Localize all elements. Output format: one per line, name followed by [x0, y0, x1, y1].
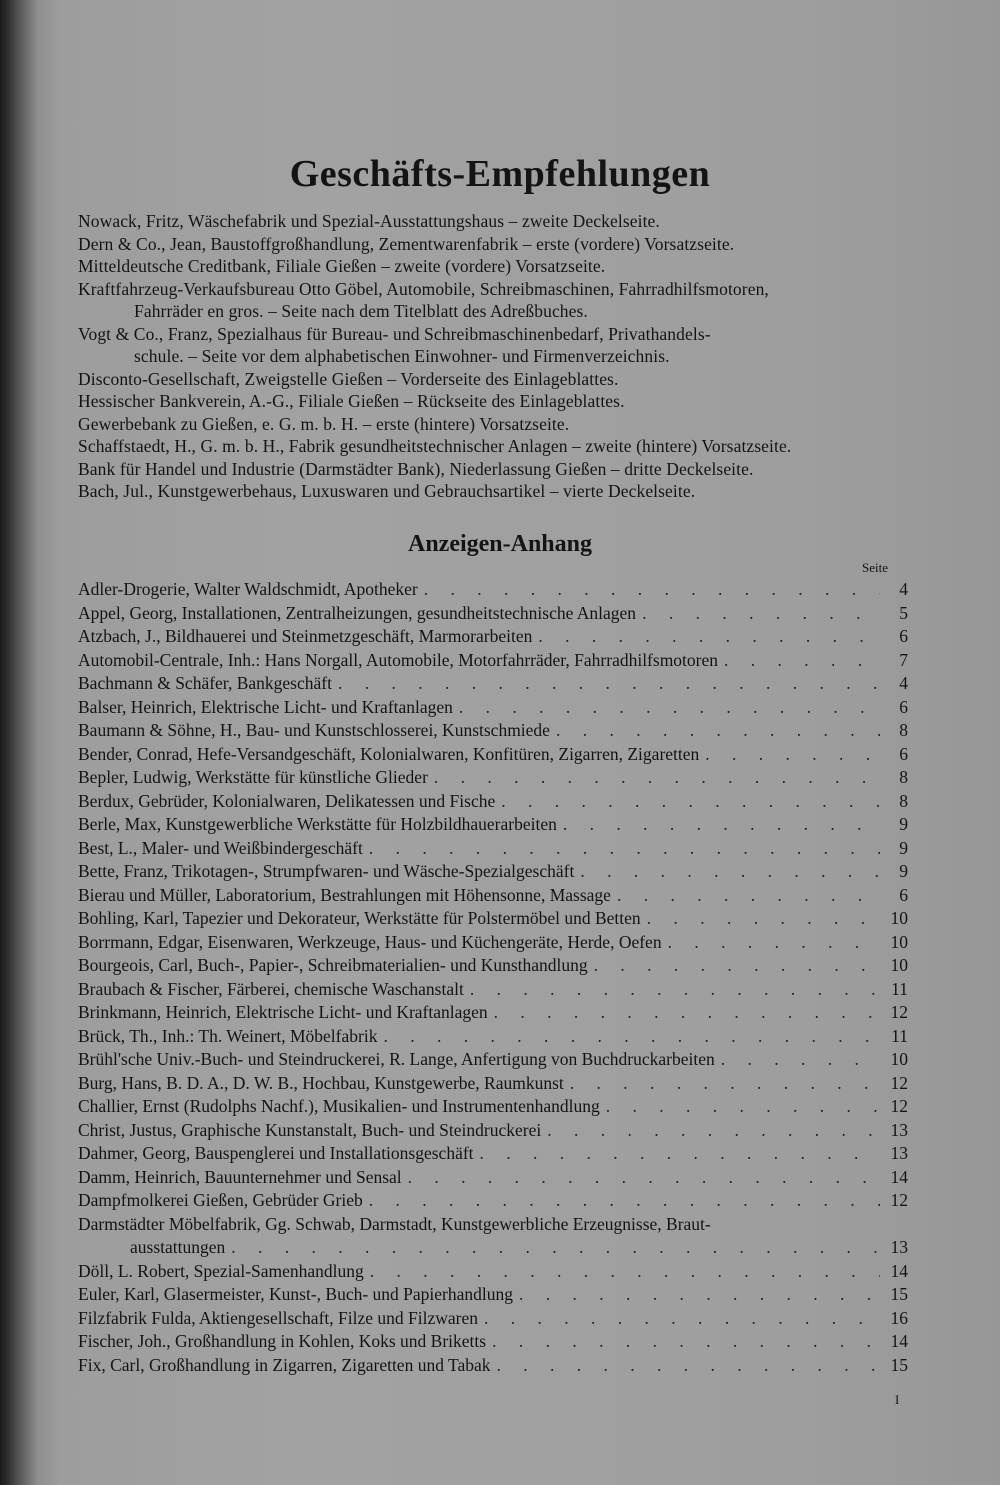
- entry-page-number: 8: [899, 767, 908, 787]
- entry-page-number: 12: [890, 1190, 908, 1210]
- entry-page-number: 13: [890, 1119, 908, 1140]
- entry-name: Berle, Max, Kunstgewerbliche Werkstätte für Holzbildhauerarbeiten: [78, 814, 557, 834]
- dot-leader: [470, 978, 880, 1002]
- dot-leader: [538, 625, 880, 649]
- index-entry: [78, 837, 908, 861]
- index-entry: [78, 1072, 908, 1096]
- entry-name: Brinkmann, Heinrich, Elektrische Licht- und Kraftanlagen: [78, 1002, 488, 1022]
- entry-page-number: 9: [899, 814, 908, 834]
- business-recommendations: [78, 210, 918, 503]
- entry-page-number: 6: [899, 626, 908, 646]
- entry-name: ausstattungen: [130, 1237, 226, 1257]
- index-entry: [78, 931, 908, 955]
- entry-page-number: 4: [899, 579, 908, 599]
- entry-page-number: 4: [899, 673, 908, 693]
- dot-leader: [424, 578, 880, 602]
- entry-name: Dampfmolkerei Gießen, Gebrüder Grieb: [78, 1190, 363, 1210]
- dot-leader: [570, 1072, 880, 1096]
- entry-name: Bepler, Ludwig, Werkstätte für künstliche Glieder: [78, 767, 428, 787]
- entry-page-number: 6: [899, 743, 908, 764]
- entry-page-number: 10: [890, 1049, 908, 1069]
- dot-leader: [383, 1025, 880, 1049]
- entry-name: Euler, Karl, Glasermeister, Kunst-, Buch- und Papierhandlung: [78, 1284, 514, 1304]
- entry-name: Döll, L. Robert, Spezial-Samenhandlung: [78, 1260, 364, 1281]
- entry-page-number: 13: [890, 1237, 908, 1257]
- index-entry: [78, 1236, 908, 1260]
- index-entry: [78, 954, 908, 978]
- index-entry: [78, 1025, 908, 1049]
- entry-page-number: 11: [891, 978, 908, 999]
- entry-page-number: 16: [890, 1307, 908, 1328]
- entry-name: Bender, Conrad, Hefe-Versandgeschäft, Kolonialwaren, Konfitüren, Zigarren, Zigaretten: [78, 743, 700, 764]
- index-entry: [78, 719, 908, 743]
- recommendation-entry: Disconto-Gesellschaft, Zweigstelle Gießen – Vorderseite des Einlageblattes.: [78, 368, 619, 389]
- entry-page-number: 13: [890, 1143, 908, 1163]
- dot-leader: [370, 1260, 880, 1284]
- recommendation-continuation: Fahrräder en gros. – Seite nach dem Titelblatt des Adreßbuches.: [134, 301, 588, 321]
- dot-leader: [497, 1354, 880, 1378]
- entry-page-number: 11: [891, 1025, 908, 1046]
- entry-page-number: 12: [890, 1002, 908, 1022]
- dot-leader: [580, 860, 880, 884]
- entry-name: Darmstädter Möbelfabrik, Gg. Schwab, Darmstadt, Kunstgewerbliche Erzeugnisse, Braut-: [78, 1213, 711, 1234]
- dot-leader: [338, 672, 880, 696]
- entry-name: Filzfabrik Fulda, Aktiengesellschaft, Filze und Filzwaren: [78, 1307, 478, 1328]
- entry-page-number: 6: [899, 696, 908, 717]
- recommendation-entry: Schaffstaedt, H., G. m. b. H., Fabrik gesundheitstechnischer Anlagen – zweite (hintere) Vorsatzseite.: [78, 436, 792, 456]
- entry-page-number: 12: [890, 1072, 908, 1093]
- entry-page-number: 6: [899, 884, 908, 905]
- dot-leader: [563, 813, 880, 837]
- recommendation-continuation: schule. – Seite vor dem alphabetischen Einwohner- und Firmenverzeichnis.: [134, 346, 670, 366]
- entry-name: Automobil-Centrale, Inh.: Hans Norgall, Automobile, Motorfahrräder, Fahrradhilfsmotoren: [78, 649, 719, 670]
- index-entry: [78, 1260, 908, 1284]
- index-entry: [78, 578, 908, 602]
- appendix-title: Anzeigen-Anhang: [407, 531, 593, 557]
- dot-leader: [484, 1307, 880, 1331]
- entry-page-number: 15: [890, 1354, 908, 1375]
- entry-name: Borrmann, Edgar, Eisenwaren, Werkzeuge, Haus- und Küchengeräte, Herde, Oefen: [78, 931, 662, 952]
- entry-page-number: 14: [890, 1260, 908, 1281]
- entry-name: Bette, Franz, Trikotagen-, Strumpfwaren- und Wäsche-Spezialgeschäft: [78, 861, 575, 881]
- dot-leader: [369, 837, 880, 861]
- entry-name: Bourgeois, Carl, Buch-, Papier-, Schreibmaterialien- und Kunsthandlung: [78, 955, 588, 975]
- entry-page-number: 9: [899, 837, 908, 858]
- entry-name: Dahmer, Georg, Bauspenglerei und Installationsgeschäft: [78, 1143, 474, 1163]
- entry-page-number: 8: [899, 720, 908, 740]
- index-entry: [78, 625, 908, 649]
- recommendation-entry: Nowack, Fritz, Wäschefabrik und Spezial-Ausstattungshaus – zweite Deckelseite.: [78, 211, 660, 231]
- entry-page-number: 10: [890, 908, 908, 928]
- entry-name: Braubach & Fischer, Färberei, chemische Waschanstalt: [78, 978, 464, 999]
- entry-name: Bachmann & Schäfer, Bankgeschäft: [78, 673, 332, 693]
- entry-name: Fischer, Joh., Großhandlung in Kohlen, Koks und Briketts: [78, 1331, 487, 1351]
- dot-leader: [434, 766, 880, 790]
- entry-page-number: 9: [899, 861, 908, 881]
- dot-leader: [459, 696, 880, 720]
- entry-page-number: 12: [890, 1096, 908, 1116]
- index-entry: [78, 1213, 908, 1237]
- recommendation-entry: Kraftfahrzeug-Verkaufsbureau Otto Göbel, Automobile, Schreibmaschinen, Fahrradhilfsmotoren,: [78, 278, 769, 299]
- entry-name: Bohling, Karl, Tapezier und Dekorateur, Werkstätte für Polstermöbel und Betten: [78, 908, 641, 928]
- index-entry: [78, 813, 908, 837]
- entry-page-number: 15: [890, 1284, 908, 1304]
- entry-name: Brück, Th., Inh.: Th. Weinert, Möbelfabrik: [78, 1025, 378, 1046]
- entry-name: Brühl'sche Univ.-Buch- und Steindruckerei, R. Lange, Anfertigung von Buchdruckarbeiten: [78, 1049, 715, 1069]
- dot-leader: [556, 719, 880, 743]
- index-entry: [78, 1119, 908, 1143]
- page-number: I: [895, 1392, 900, 1407]
- dot-leader: [494, 1001, 880, 1025]
- dot-leader: [606, 1095, 880, 1119]
- index-entry: [78, 884, 908, 908]
- entry-page-number: 14: [890, 1166, 908, 1187]
- entry-page-number: 10: [890, 931, 908, 952]
- index-entry: [78, 1307, 908, 1331]
- index-entry: [78, 1142, 908, 1166]
- index-entry: [78, 860, 908, 884]
- entry-name: Adler-Drogerie, Walter Waldschmidt, Apotheker: [78, 579, 418, 599]
- book-spine-shadow: [0, 0, 38, 1485]
- dot-leader: [501, 790, 880, 814]
- page-title: Geschäfts-Empfehlungen: [289, 153, 711, 195]
- recommendation-entry: Mitteldeutsche Creditbank, Filiale Gießen – zweite (vordere) Vorsatzseite.: [78, 256, 606, 276]
- dot-leader: [617, 884, 880, 908]
- index-entry: [78, 743, 908, 767]
- index-entry: [78, 1283, 908, 1307]
- appendix-index: [78, 578, 908, 1377]
- dot-leader: [647, 907, 880, 931]
- dot-leader: [642, 602, 880, 626]
- entry-page-number: 10: [890, 955, 908, 975]
- entry-name: Christ, Justus, Graphische Kunstanstalt, Buch- und Steindruckerei: [78, 1119, 542, 1140]
- entry-name: Fix, Carl, Großhandlung in Zigarren, Zigaretten und Tabak: [78, 1354, 491, 1375]
- entry-name: Bierau und Müller, Laboratorium, Bestrahlungen mit Höhensonne, Massage: [78, 884, 611, 905]
- entry-name: Best, L., Maler- und Weißbindergeschäft: [78, 837, 363, 858]
- entry-name: Challier, Ernst (Rudolphs Nachf.), Musikalien- und Instrumentenhandlung: [78, 1096, 600, 1116]
- entry-name: Appel, Georg, Installationen, Zentralheizungen, gesundheitstechnische Anlagen: [78, 602, 637, 623]
- dot-leader: [408, 1166, 880, 1190]
- index-entry: [78, 672, 908, 696]
- entry-page-number: 7: [899, 649, 908, 670]
- recommendation-entry: Vogt & Co., Franz, Spezialhaus für Bureau- und Schreibmaschinenbedarf, Privathandels-: [78, 323, 711, 344]
- recommendation-entry: Gewerbebank zu Gießen, e. G. m. b. H. – erste (hintere) Vorsatzseite.: [78, 413, 570, 434]
- page-column-header: Seite: [862, 560, 888, 575]
- index-entry: [78, 1166, 908, 1190]
- dot-leader: [721, 1048, 880, 1072]
- index-entry: [78, 696, 908, 720]
- index-entry: [78, 978, 908, 1002]
- recommendation-entry: Hessischer Bankverein, A.-G., Filiale Gießen – Rückseite des Einlageblattes.: [78, 391, 625, 411]
- dot-leader: [705, 743, 880, 767]
- index-entry: [78, 790, 908, 814]
- dot-leader: [594, 954, 880, 978]
- index-entry: [78, 602, 908, 626]
- index-entry: [78, 1048, 908, 1072]
- dot-leader: [668, 931, 880, 955]
- index-entry: [78, 649, 908, 673]
- entry-page-number: 8: [899, 790, 908, 811]
- index-entry: [78, 1095, 908, 1119]
- index-entry: [78, 1001, 908, 1025]
- entry-name: Burg, Hans, B. D. A., D. W. B., Hochbau, Kunstgewerbe, Raumkunst: [78, 1072, 564, 1093]
- entry-page-number: 5: [899, 602, 908, 623]
- index-entry: [78, 907, 908, 931]
- index-entry: [78, 1354, 908, 1378]
- dot-leader: [492, 1330, 880, 1354]
- dot-leader: [519, 1283, 880, 1307]
- dot-leader: [547, 1119, 880, 1143]
- recommendation-entry: Dern & Co., Jean, Baustoffgroßhandlung, Zementwarenfabrik – erste (vordere) Vorsatzseite.: [78, 233, 735, 254]
- dot-leader: [724, 649, 880, 673]
- dot-leader: [369, 1189, 880, 1213]
- recommendation-entry: Bank für Handel und Industrie (Darmstädter Bank), Niederlassung Gießen – dritte Deckelseite.: [78, 458, 754, 479]
- entry-name: Balser, Heinrich, Elektrische Licht- und Kraftanlagen: [78, 696, 453, 717]
- entry-name: Atzbach, J., Bildhauerei und Steinmetzgeschäft, Marmorarbeiten: [78, 626, 533, 646]
- entry-name: Damm, Heinrich, Bauunternehmer und Sensal: [78, 1166, 402, 1187]
- index-entry: [78, 766, 908, 790]
- entry-name: Baumann & Söhne, H., Bau- und Kunstschlosserei, Kunstschmiede: [78, 720, 550, 740]
- dot-leader: [480, 1142, 880, 1166]
- entry-name: Berdux, Gebrüder, Kolonialwaren, Delikatessen und Fische: [78, 790, 496, 811]
- index-entry: [78, 1330, 908, 1354]
- dot-leader: [231, 1236, 880, 1260]
- entry-page-number: 14: [890, 1331, 908, 1351]
- index-entry: [78, 1189, 908, 1213]
- recommendation-entry: Bach, Jul., Kunstgewerbehaus, Luxuswaren und Gebrauchsartikel – vierte Deckelseite.: [78, 481, 696, 501]
